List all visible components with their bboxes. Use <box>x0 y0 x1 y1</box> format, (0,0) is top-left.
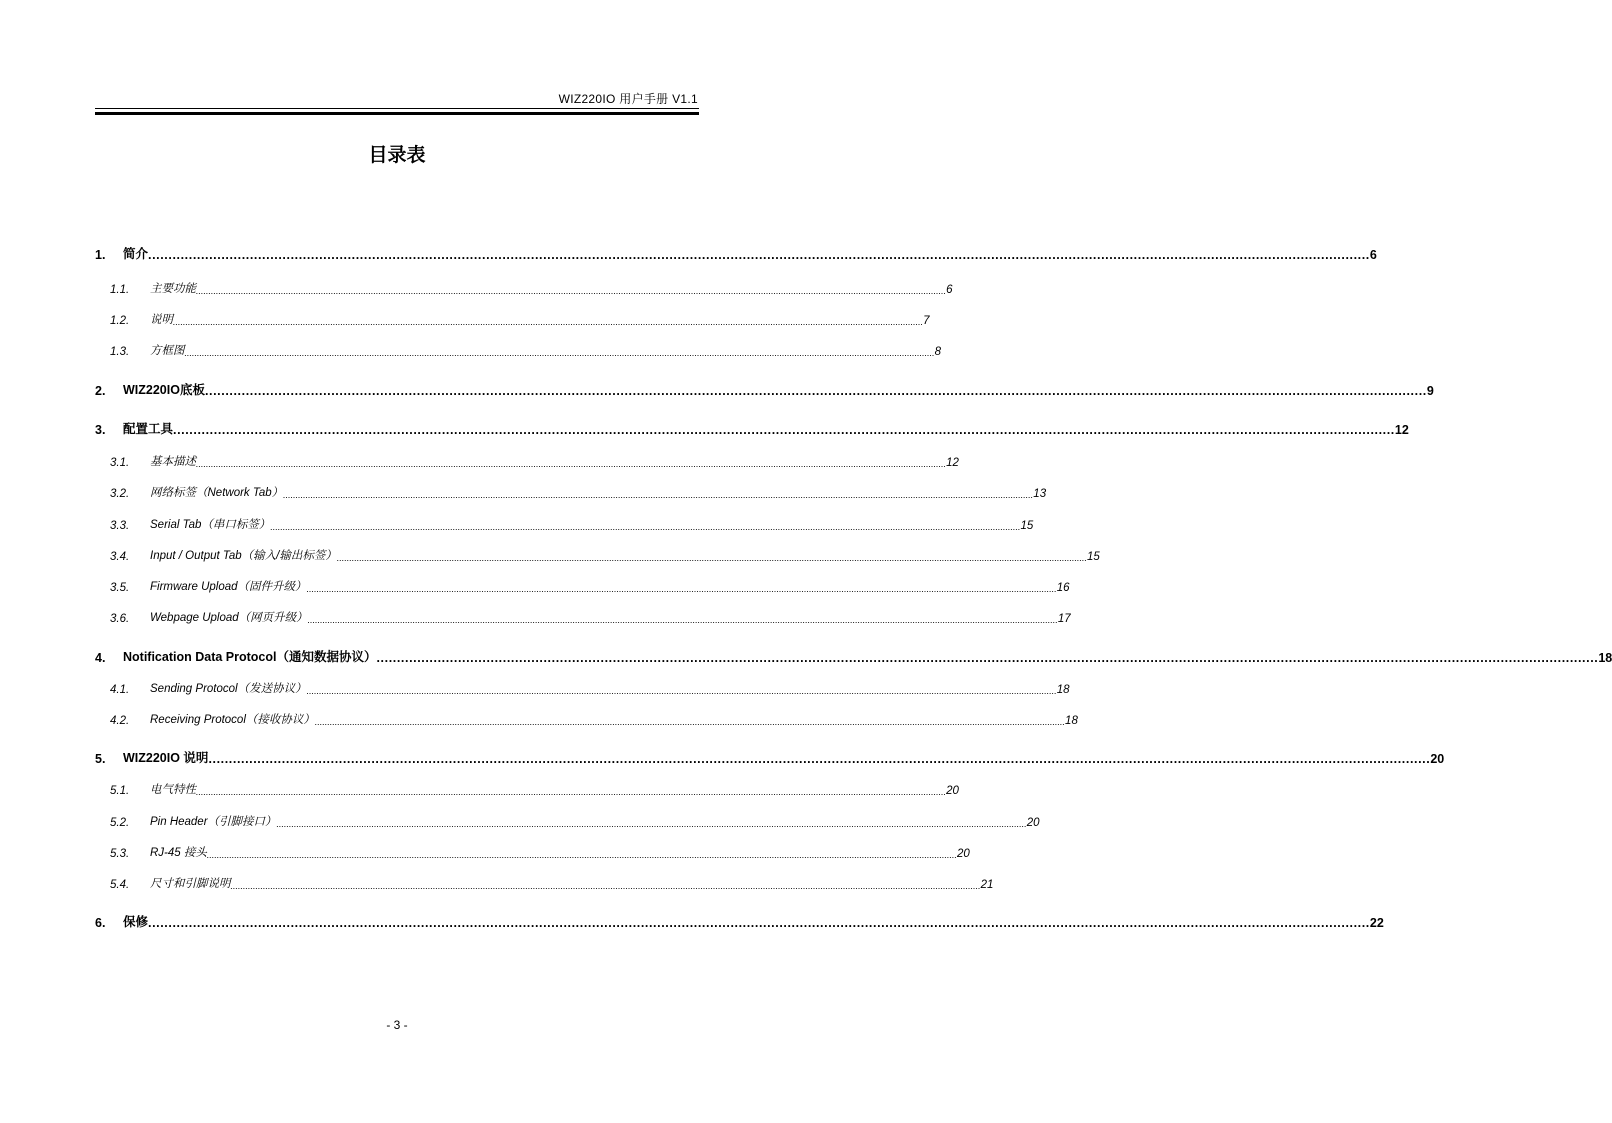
toc-entry-page: 6 <box>946 284 953 296</box>
toc-entry[interactable] <box>110 305 930 327</box>
dot-leader: ............................................................................................................................................................................................................................................................................................................ <box>206 850 958 860</box>
toc-entry-page: 20 <box>957 848 970 860</box>
toc-entry[interactable] <box>110 705 1078 727</box>
toc-entry-title: Sending Protocol（发送协议） <box>150 683 307 695</box>
header-text: WIZ220IO 用户手册 V1.1 <box>558 92 698 106</box>
toc-entry-number: 3.1. <box>110 457 130 469</box>
toc-entry[interactable] <box>95 643 1612 665</box>
toc-entry[interactable] <box>110 838 970 860</box>
toc-entry-page: 12 <box>1394 423 1409 437</box>
toc-entry-page: 13 <box>1033 488 1047 500</box>
dot-leader: ............................................................................................................................................................................................................................................................................................................ <box>336 553 1087 563</box>
toc-entry-page: 12 <box>946 457 959 469</box>
toc-entry-page: 18 <box>1056 684 1070 696</box>
toc-entry[interactable] <box>110 274 953 296</box>
toc-entry-page: 18 <box>1065 715 1078 727</box>
toc-entry-page: 20 <box>946 785 959 797</box>
toc-entry-title: 基本描述 <box>150 456 196 468</box>
toc-entry-page: 15 <box>1020 520 1034 532</box>
dot-leader: ............................................................................................................................................................................................................................................................................................................ <box>306 584 1057 594</box>
dot-leader: ............................................................................................................................................................................................................................................................................................................ <box>184 348 935 358</box>
toc-entry-title: 主要功能 <box>150 283 196 295</box>
toc-entry[interactable] <box>95 415 1409 437</box>
dot-leader: ............................................................................................................................................................................................................................................................................................................ <box>148 916 1370 930</box>
toc-entry[interactable] <box>110 447 959 469</box>
toc-entry-title: 配置工具 <box>123 422 174 436</box>
dot-leader: ............................................................................................................................................................................................................................................................................................................ <box>230 881 981 891</box>
toc-entry-title: Webpage Upload（网页升级） <box>150 612 308 624</box>
toc-entry-number: 6. <box>95 916 106 930</box>
toc-entry-number: 5.4. <box>110 879 130 891</box>
toc-entry-title: WIZ220IO底板 <box>123 383 205 397</box>
toc-entry-number: 3. <box>95 423 106 437</box>
toc-entry-title: 尺寸和引脚说明 <box>150 878 231 890</box>
toc-entry-title: Serial Tab（串口标签） <box>150 519 271 531</box>
toc-entry[interactable] <box>110 603 1071 625</box>
toc-entry-number: 3.5. <box>110 582 130 594</box>
toc-entry-page: 21 <box>980 879 994 891</box>
dot-leader: ............................................................................................................................................................................................................................................................................................................ <box>283 490 1034 500</box>
toc-entry-number: 4.1. <box>110 684 130 696</box>
toc-entry-page: 17 <box>1057 613 1071 625</box>
page-title: 目录表 <box>368 144 426 166</box>
toc-entry-title: Input / Output Tab（输入/输出标签） <box>150 550 337 562</box>
toc-entry-page: 20 <box>1430 752 1445 766</box>
dot-leader: ............................................................................................................................................................................................................................................................................................................ <box>173 423 1395 437</box>
toc-entry-number: 5.1. <box>110 785 130 797</box>
toc-entry[interactable] <box>110 572 1070 594</box>
toc-entry-title: 简介 <box>123 247 149 261</box>
toc-entry[interactable] <box>95 240 1377 262</box>
toc-entry-number: 1. <box>95 248 106 262</box>
dot-leader: ............................................................................................................................................................................................................................................................................................................ <box>276 819 1027 829</box>
toc-entry-number: 3.3. <box>110 520 130 532</box>
toc-entry[interactable] <box>95 744 1445 766</box>
toc-entry-page: 6 <box>1369 248 1377 262</box>
toc-entry-title: Notification Data Protocol（通知数据协议） <box>123 650 377 664</box>
toc-entry-number: 2. <box>95 384 106 398</box>
toc-entry-title: 保修 <box>123 915 149 929</box>
toc-entry-number: 5. <box>95 752 106 766</box>
toc-entry[interactable] <box>110 674 1070 696</box>
dot-leader: ............................................................................................................................................................................................................................................................................................................ <box>208 752 1431 766</box>
toc-entry-page: 7 <box>923 315 930 327</box>
toc-entry[interactable] <box>95 376 1434 398</box>
toc-entry-number: 4. <box>95 651 106 665</box>
toc-entry-title: 方框图 <box>150 345 185 357</box>
toc-entry-title: 网络标签（Network Tab） <box>150 487 284 499</box>
toc-entry-number: 5.3. <box>110 848 130 860</box>
toc-entry-number: 1.3. <box>110 346 130 358</box>
dot-leader: ............................................................................................................................................................................................................................................................................................................ <box>196 459 947 469</box>
toc-entry[interactable] <box>95 908 1384 930</box>
toc-entry-title: 说明 <box>150 314 173 326</box>
toc-entry-number: 1.2. <box>110 315 130 327</box>
dot-leader: ............................................................................................................................................................................................................................................................................................................ <box>307 615 1058 625</box>
toc-entry-number: 3.2. <box>110 488 130 500</box>
toc-entry-page: 9 <box>1426 384 1434 398</box>
toc-entry-title: Firmware Upload（固件升级） <box>150 581 307 593</box>
toc-entry-number: 5.2. <box>110 817 130 829</box>
toc-entry[interactable] <box>110 541 1100 563</box>
toc-entry-page: 15 <box>1087 551 1100 563</box>
toc-entry-title: RJ-45 接头 <box>150 847 207 859</box>
header-rule <box>95 108 699 115</box>
toc-entry[interactable] <box>110 478 1047 500</box>
toc-entry-number: 1.1. <box>110 284 130 296</box>
toc-entry[interactable] <box>110 807 1040 829</box>
dot-leader: ............................................................................................................................................................................................................................................................................................................ <box>196 286 947 296</box>
toc-entry[interactable] <box>110 510 1034 532</box>
toc-entry-title: Pin Header（引脚接口） <box>150 816 277 828</box>
dot-leader: ............................................................................................................................................................................................................................................................................................................ <box>306 686 1057 696</box>
dot-leader: ............................................................................................................................................................................................................................................................................................................ <box>314 717 1066 727</box>
dot-leader: ............................................................................................................................................................................................................................................................................................................ <box>148 248 1370 262</box>
dot-leader: ............................................................................................................................................................................................................................................................................................................ <box>173 317 924 327</box>
toc-entry-number: 3.4. <box>110 551 130 563</box>
dot-leader: ............................................................................................................................................................................................................................................................................................................ <box>196 787 947 797</box>
toc-entry[interactable] <box>110 775 959 797</box>
page-number: - 3 - <box>386 1018 408 1032</box>
toc-entry-page: 16 <box>1056 582 1070 594</box>
toc-entry-title: 电气特性 <box>150 784 196 796</box>
dot-leader: ............................................................................................................................................................................................................................................................................................................ <box>376 651 1599 665</box>
toc-entry[interactable] <box>110 869 994 891</box>
toc-entry-page: 8 <box>934 346 942 358</box>
dot-leader: ............................................................................................................................................................................................................................................................................................................ <box>270 522 1021 532</box>
toc-entry-title: WIZ220IO 说明 <box>123 751 209 765</box>
toc-entry-page: 22 <box>1369 916 1384 930</box>
toc-entry-page: 18 <box>1598 651 1612 665</box>
toc-entry-title: Receiving Protocol（接收协议） <box>150 714 315 726</box>
toc-entry[interactable] <box>110 336 942 358</box>
dot-leader: ............................................................................................................................................................................................................................................................................................................ <box>204 384 1427 398</box>
toc-entry-page: 20 <box>1026 817 1040 829</box>
toc-entry-number: 3.6. <box>110 613 130 625</box>
toc-entry-number: 4.2. <box>110 715 130 727</box>
